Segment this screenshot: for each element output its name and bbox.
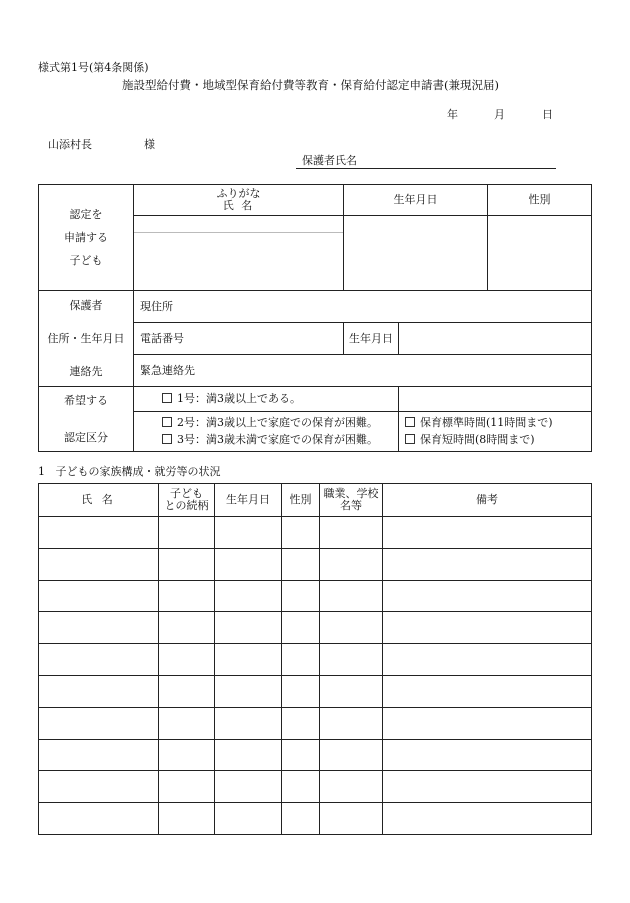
family-cell-occupation[interactable] xyxy=(320,803,383,835)
family-cell-relation[interactable] xyxy=(159,644,215,676)
family-cell-birthdate[interactable] xyxy=(215,612,282,644)
family-cell-name[interactable] xyxy=(39,739,159,771)
family-cell-name[interactable] xyxy=(39,771,159,803)
guardian-name-label: 保護者氏名 xyxy=(302,154,357,167)
family-row xyxy=(39,517,592,549)
family-cell-name[interactable] xyxy=(39,675,159,707)
family-cell-name[interactable] xyxy=(39,803,159,835)
application-table xyxy=(38,184,592,452)
family-cell-name[interactable] xyxy=(39,707,159,739)
family-cell-birthdate[interactable] xyxy=(215,675,282,707)
family-cell-gender[interactable] xyxy=(282,803,320,835)
family-cell-occupation[interactable] xyxy=(320,739,383,771)
family-cell-relation[interactable] xyxy=(159,612,215,644)
hours-standard-option[interactable]: 保育標準時間(11時間まで) xyxy=(405,415,591,432)
family-cell-occupation[interactable] xyxy=(320,771,383,803)
family-cell-birthdate[interactable] xyxy=(215,548,282,580)
guardian-birthdate-label: 生年月日 xyxy=(344,323,399,355)
guardian-section-label: 保護者 住所・生年月日 連絡先 xyxy=(39,291,134,387)
form-title: 施設型給付費・地域型保育給付費等教育・保育給付認定申請書(兼現況届) xyxy=(122,78,499,92)
col-birthdate: 生年月日 xyxy=(215,484,282,517)
family-cell-gender[interactable] xyxy=(282,739,320,771)
col-name: 氏 名 xyxy=(39,484,159,517)
child-name-header: ふりがな 氏 名 xyxy=(134,185,344,216)
family-cell-relation[interactable] xyxy=(159,517,215,549)
family-cell-birthdate[interactable] xyxy=(215,707,282,739)
family-cell-occupation[interactable] xyxy=(320,580,383,612)
family-cell-gender[interactable] xyxy=(282,580,320,612)
child-gender-header: 性別 xyxy=(488,185,592,216)
family-cell-gender[interactable] xyxy=(282,612,320,644)
family-row xyxy=(39,707,592,739)
date-month-label: 月 xyxy=(494,108,505,121)
col-occupation: 職業、学校 名等 xyxy=(320,484,383,517)
family-cell-notes[interactable] xyxy=(383,548,592,580)
family-row xyxy=(39,803,592,835)
checkbox-hours-short[interactable] xyxy=(405,434,415,444)
checkbox-category-2[interactable] xyxy=(162,417,172,427)
family-row xyxy=(39,580,592,612)
checkbox-category-1[interactable] xyxy=(162,393,172,403)
guardian-name-signature-line[interactable] xyxy=(296,168,556,169)
family-cell-birthdate[interactable] xyxy=(215,517,282,549)
family-cell-notes[interactable] xyxy=(383,612,592,644)
family-cell-occupation[interactable] xyxy=(320,548,383,580)
family-cell-occupation[interactable] xyxy=(320,707,383,739)
category-option-1-blank xyxy=(399,387,592,412)
checkbox-hours-standard[interactable] xyxy=(405,417,415,427)
child-name-field[interactable] xyxy=(134,216,344,291)
guardian-phone-field[interactable] xyxy=(134,323,344,355)
form-number: 様式第1号(第4条関係) xyxy=(38,61,149,74)
family-cell-relation[interactable] xyxy=(159,739,215,771)
family-cell-gender[interactable] xyxy=(282,675,320,707)
family-cell-relation[interactable] xyxy=(159,548,215,580)
family-cell-birthdate[interactable] xyxy=(215,644,282,676)
family-row xyxy=(39,771,592,803)
col-notes: 備考 xyxy=(383,484,592,517)
family-cell-occupation[interactable] xyxy=(320,612,383,644)
family-cell-notes[interactable] xyxy=(383,675,592,707)
checkbox-category-3[interactable] xyxy=(162,434,172,444)
family-cell-gender[interactable] xyxy=(282,548,320,580)
family-cell-notes[interactable] xyxy=(383,771,592,803)
family-cell-relation[interactable] xyxy=(159,707,215,739)
family-cell-gender[interactable] xyxy=(282,644,320,676)
family-cell-name[interactable] xyxy=(39,517,159,549)
date-day-label: 日 xyxy=(542,108,553,121)
family-table xyxy=(38,483,592,835)
family-cell-notes[interactable] xyxy=(383,739,592,771)
family-cell-notes[interactable] xyxy=(383,580,592,612)
family-cell-occupation[interactable] xyxy=(320,644,383,676)
guardian-emergency-label: 緊急連絡先 xyxy=(140,363,195,377)
family-cell-notes[interactable] xyxy=(383,803,592,835)
child-section-label: 認定を 申請する 子ども xyxy=(39,185,134,291)
category-option-2[interactable]: 2号：満3歳以上で家庭での保育が困難。 xyxy=(162,415,398,432)
family-cell-birthdate[interactable] xyxy=(215,739,282,771)
family-cell-name[interactable] xyxy=(39,612,159,644)
col-gender: 性別 xyxy=(282,484,320,517)
family-cell-relation[interactable] xyxy=(159,675,215,707)
family-cell-relation[interactable] xyxy=(159,803,215,835)
family-cell-notes[interactable] xyxy=(383,644,592,676)
family-row xyxy=(39,548,592,580)
family-row xyxy=(39,644,592,676)
family-cell-notes[interactable] xyxy=(383,707,592,739)
family-cell-name[interactable] xyxy=(39,644,159,676)
family-cell-name[interactable] xyxy=(39,580,159,612)
guardian-birthdate-field[interactable] xyxy=(399,323,592,355)
family-cell-gender[interactable] xyxy=(282,517,320,549)
category-option-1[interactable]: 1号：満3歳以上である。 xyxy=(134,387,399,412)
child-gender-field[interactable] xyxy=(488,216,592,291)
family-cell-name[interactable] xyxy=(39,548,159,580)
family-cell-birthdate[interactable] xyxy=(215,803,282,835)
hours-options[interactable] xyxy=(399,412,592,452)
date-year-label: 年 xyxy=(447,108,458,121)
family-section-heading: 1 子どもの家族構成・就労等の状況 xyxy=(38,465,221,478)
family-cell-relation[interactable] xyxy=(159,771,215,803)
child-birthdate-header: 生年月日 xyxy=(344,185,488,216)
guardian-address-field[interactable] xyxy=(134,291,592,323)
child-birthdate-field[interactable] xyxy=(344,216,488,291)
family-row xyxy=(39,739,592,771)
category-section-label: 希望する 認定区分 xyxy=(39,387,134,452)
family-cell-occupation[interactable] xyxy=(320,675,383,707)
family-row xyxy=(39,612,592,644)
guardian-address-label: 現住所 xyxy=(140,299,173,313)
addressee-honorific: 様 xyxy=(144,138,155,151)
family-cell-birthdate[interactable] xyxy=(215,771,282,803)
guardian-phone-label: 電話番号 xyxy=(140,331,184,345)
family-cell-gender[interactable] xyxy=(282,771,320,803)
family-cell-notes[interactable] xyxy=(383,517,592,549)
family-row xyxy=(39,675,592,707)
family-cell-gender[interactable] xyxy=(282,707,320,739)
addressee: 山添村長 xyxy=(48,138,92,151)
category-options-2-3[interactable] xyxy=(134,412,399,452)
guardian-emergency-field[interactable] xyxy=(134,355,592,387)
family-cell-occupation[interactable] xyxy=(320,517,383,549)
family-cell-relation[interactable] xyxy=(159,580,215,612)
hours-short-option[interactable]: 保育短時間(8時間まで) xyxy=(405,432,591,449)
category-option-3[interactable]: 3号：満3歳未満で家庭での保育が困難。 xyxy=(162,432,398,449)
col-relation: 子ども との続柄 xyxy=(159,484,215,517)
family-cell-birthdate[interactable] xyxy=(215,580,282,612)
